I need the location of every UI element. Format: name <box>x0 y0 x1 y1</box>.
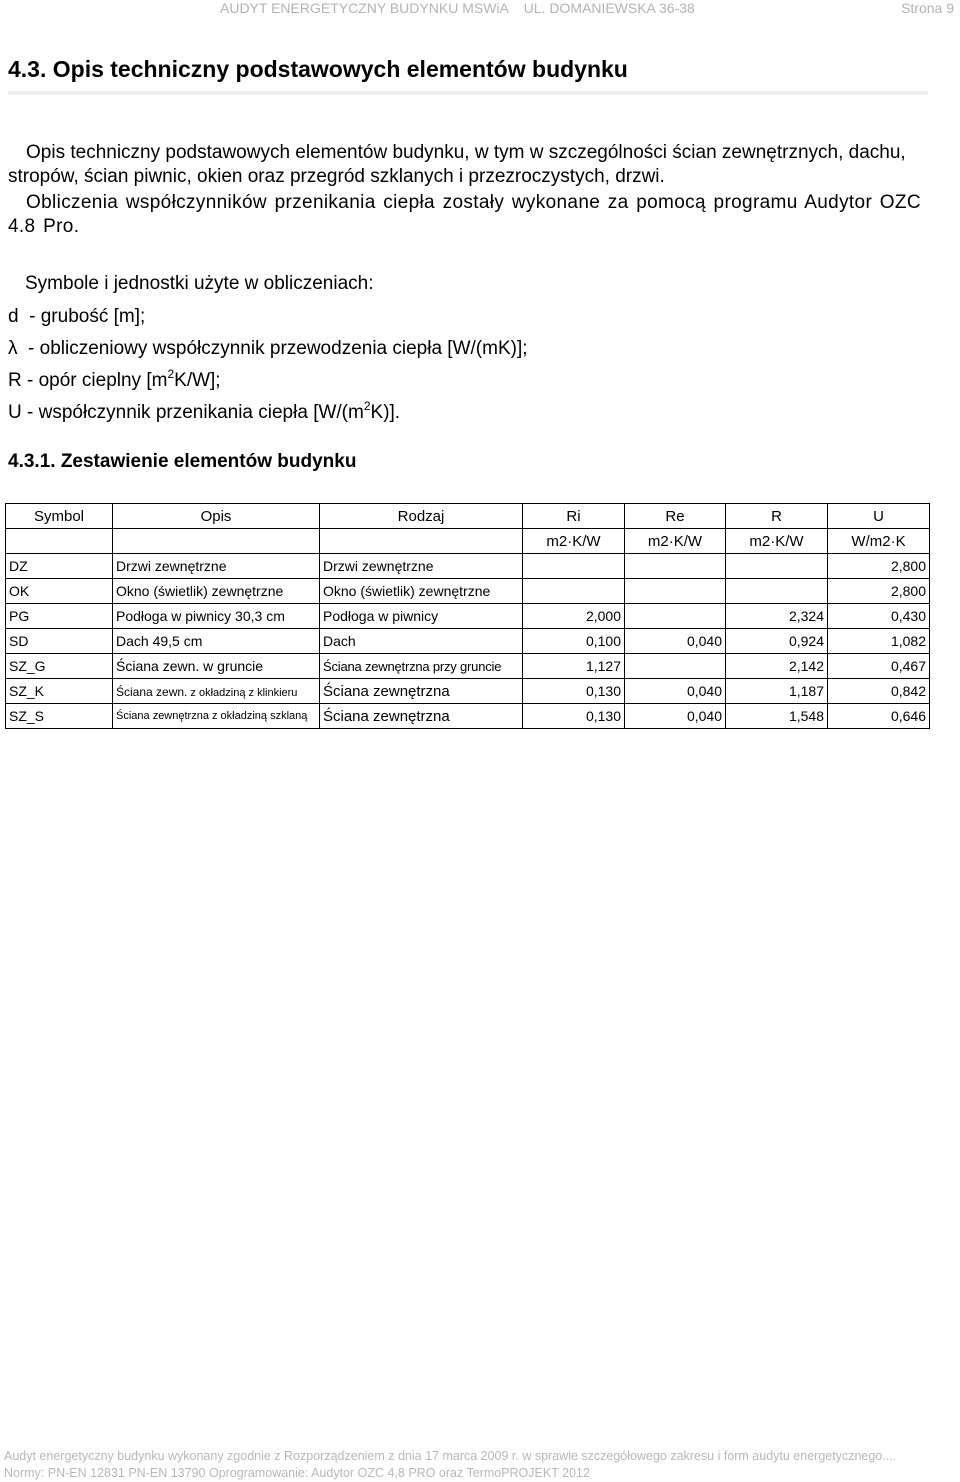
symbol-u-exponent: 2 <box>363 399 371 413</box>
symbol-r-unit: K/W]; <box>174 370 221 391</box>
unit-cell <box>320 529 523 554</box>
table-row <box>6 554 930 579</box>
symbols-intro: Symbole i jednostki użyte w obliczeniach: <box>25 273 374 294</box>
cell-ri <box>523 579 625 604</box>
unit-re: m2·K/W <box>625 529 726 554</box>
symbol-u <box>8 397 528 429</box>
cell-u: 0,467 <box>828 654 930 679</box>
symbol-u-unit: K)]. <box>370 402 401 423</box>
cell-symbol: SD <box>6 629 113 654</box>
cell-opis: Drzwi zewnętrzne <box>113 554 320 579</box>
cell-symbol: DZ <box>6 554 113 579</box>
cell-re <box>625 604 726 629</box>
cell-opis: Okno (świetlik) zewnętrzne <box>113 579 320 604</box>
cell-u: 0,646 <box>828 704 930 729</box>
column-header-rodzaj: Rodzaj <box>320 504 523 529</box>
building-elements-table <box>5 503 930 729</box>
calculation-note-paragraph: Obliczenia współczynników przenikania ciepła zostały wykonane za pomocą programu Audytor OZC 4.8 Pro. <box>8 192 921 237</box>
page-header <box>0 0 960 24</box>
table-row <box>6 629 930 654</box>
description-paragraph: Opis techniczny podstawowych elementów budynku, w tym w szczególności ścian zewnętrznych, dachu, stropów, ścian piwnic, okien oraz przegród szklanych i przezroczystych, drzwi. <box>8 142 906 187</box>
cell-ri: 1,127 <box>523 654 625 679</box>
column-header-ri: Ri <box>523 504 625 529</box>
cell-opis-part: Ściana zewn. <box>116 685 188 699</box>
unit-u: W/m2·K <box>828 529 930 554</box>
cell-ri: 0,130 <box>523 704 625 729</box>
table-header-row <box>6 504 930 529</box>
unit-ri: m2·K/W <box>523 529 625 554</box>
symbol-d: d - grubość [m]; <box>8 306 146 327</box>
cell-r: 0,924 <box>726 629 828 654</box>
cell-ri <box>523 554 625 579</box>
symbol-r <box>8 365 528 397</box>
cell-u: 0,842 <box>828 679 930 704</box>
cell-u: 2,800 <box>828 554 930 579</box>
cell-ri: 2,000 <box>523 604 625 629</box>
cell-r: 2,142 <box>726 654 828 679</box>
cell-r: 1,548 <box>726 704 828 729</box>
cell-r: 1,187 <box>726 679 828 704</box>
column-header-opis: Opis <box>113 504 320 529</box>
header-page-number: Strona 9 <box>901 0 954 16</box>
cell-re <box>625 579 726 604</box>
footer-regulation-note: Audyt energetyczny budynku wykonany zgodnie z Rozporządzeniem z dnia 17 marca 2009 r. w sprawie szczegółowego zakresu i form audytu energetycznego.... <box>4 1449 897 1463</box>
cell-rodzaj: Ściana zewnętrzna <box>320 704 523 729</box>
cell-r <box>726 554 828 579</box>
cell-rodzaj: Ściana zewnętrzna przy gruncie <box>320 654 523 679</box>
unit-cell <box>113 529 320 554</box>
cell-re <box>625 654 726 679</box>
cell-u: 1,082 <box>828 629 930 654</box>
table-row <box>6 604 930 629</box>
cell-symbol: SZ_G <box>6 654 113 679</box>
cell-re <box>625 554 726 579</box>
cell-rodzaj: Drzwi zewnętrzne <box>320 554 523 579</box>
cell-rodzaj: Okno (świetlik) zewnętrzne <box>320 579 523 604</box>
table-row <box>6 654 930 679</box>
unit-cell <box>6 529 113 554</box>
cell-symbol: PG <box>6 604 113 629</box>
cell-u: 0,430 <box>828 604 930 629</box>
symbol-r-text: R - opór cieplny [m <box>8 370 168 391</box>
table-row <box>6 579 930 604</box>
table-row <box>6 679 930 704</box>
symbol-lambda: λ - obliczeniowy współczynnik przewodzenia ciepła [W/(mK)]; <box>8 338 528 359</box>
page-footer <box>4 1448 954 1482</box>
cell-opis: Podłoga w piwnicy 30,3 cm <box>113 604 320 629</box>
column-header-u: U <box>828 504 930 529</box>
symbol-r-exponent: 2 <box>167 367 175 381</box>
cell-r <box>726 579 828 604</box>
cell-re: 0,040 <box>625 629 726 654</box>
cell-opis-part: z okładziną z klinkieru <box>187 687 298 699</box>
cell-ri: 0,100 <box>523 629 625 654</box>
cell-opis: Dach 49,5 cm <box>113 629 320 654</box>
symbols-legend <box>8 268 528 429</box>
cell-r: 2,324 <box>726 604 828 629</box>
symbol-u-text: U - współczynnik przenikania ciepła [W/(m <box>8 402 364 423</box>
cell-rodzaj: Dach <box>320 629 523 654</box>
header-title: AUDYT ENERGETYCZNY BUDYNKU MSWiA UL. DOMANIEWSKA 36-38 <box>220 0 695 16</box>
column-header-re: Re <box>625 504 726 529</box>
table-units-row <box>6 529 930 554</box>
unit-r: m2·K/W <box>726 529 828 554</box>
section-title: 4.3. Opis techniczny podstawowych elementów budynku <box>8 56 928 95</box>
cell-symbol: SZ_K <box>6 679 113 704</box>
subsection-title: 4.3.1. Zestawienie elementów budynku <box>8 451 357 472</box>
column-header-r: R <box>726 504 828 529</box>
footer-standards-note: Normy: PN-EN 12831 PN-EN 13790 Oprogramowanie: Audytor OZC 4,8 PRO oraz TermoPROJEKT 2012 <box>4 1466 590 1480</box>
cell-rodzaj: Ściana zewnętrzna <box>320 679 523 704</box>
cell-opis: Ściana zewn. w gruncie <box>113 654 320 679</box>
cell-opis: Ściana zewnętrzna z okładziną szklaną <box>113 704 320 729</box>
cell-opis <box>113 679 320 704</box>
column-header-symbol: Symbol <box>6 504 113 529</box>
cell-re: 0,040 <box>625 679 726 704</box>
cell-symbol: SZ_S <box>6 704 113 729</box>
cell-u: 2,800 <box>828 579 930 604</box>
cell-rodzaj: Podłoga w piwnicy <box>320 604 523 629</box>
cell-symbol: OK <box>6 579 113 604</box>
cell-re: 0,040 <box>625 704 726 729</box>
table-row <box>6 704 930 729</box>
cell-ri: 0,130 <box>523 679 625 704</box>
